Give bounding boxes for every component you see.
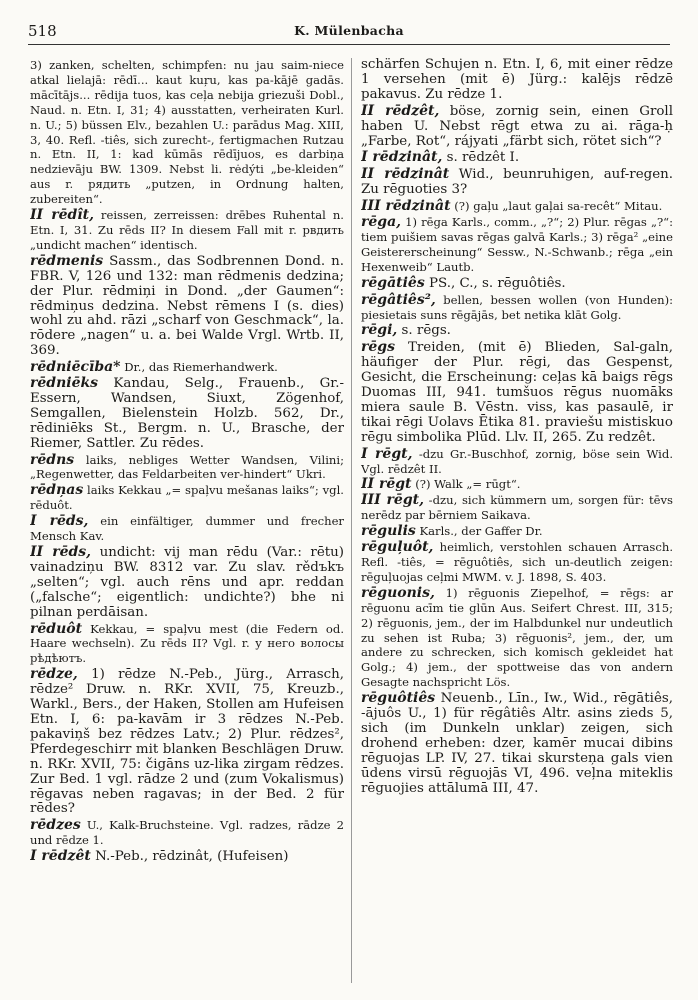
dictionary-entry [361, 691, 673, 796]
entry-headword: rēdniēcība* [30, 359, 121, 376]
entry-headword: rēdmenis [30, 252, 104, 269]
entry-headword: I rēdzinât, [361, 149, 443, 166]
entry-body: (?) Walk „= rūgt“. [415, 477, 521, 492]
dictionary-entry [361, 167, 673, 198]
entry-headword: rēgātiês [361, 274, 425, 291]
entry-body: N.-Peb., rēdzinât, (Hufeisen) [95, 849, 289, 865]
entry-headword: I rēds, [30, 513, 89, 530]
entry-body: 3) zanken, schelten, schimpfen: nu jau saim-niece atkal lielajā: rēdī... kaut kuŗu, kas pa-kājē gadās. mācītājs... rēdija tuos, kas ceļa nebija griezuši Dobl., Naud. n. Etn. I, 31; 4) ausstatten, verheiraten Kurl. n. U.; 5) büssen Elv., bezahlen U.: parādus Mag. XIII, 3, 40. Refl. -tiês, sich zurecht-, fertigmachen Rutzau n. Etn. II, 1: kad kūmās rēdījuos, es darbiņa nedzievāju BW. 1309. Nebst li. rėdýti „be-kleiden“ aus r. рядить „putzen, in Ordnung halten, zubereiten“. [30, 58, 344, 207]
entry-body: laiks, nebliges Wetter Wandsen, Vilini; „Regenwetter, das Feldarbeiten ver-hindert“ Ukri. [30, 452, 344, 482]
dictionary-entry [30, 376, 344, 452]
dictionary-entry [30, 545, 344, 621]
entry-headword: rēdniēks [30, 375, 99, 392]
entry-body: PS., C., s. rēguôtiês. [428, 275, 566, 291]
dictionary-entry [361, 323, 673, 339]
dictionary-entry [30, 622, 344, 667]
entry-body: s. rēdzêt I. [446, 150, 520, 166]
dictionary-entry [361, 276, 673, 292]
entry-headword: rēdze, [30, 666, 78, 683]
dictionary-entry [361, 150, 673, 166]
dictionary-entry [30, 208, 344, 253]
dictionary-entry [30, 360, 344, 375]
entry-headword: rēgâtiês², [361, 291, 436, 308]
dictionary-entry [361, 477, 673, 492]
entry-headword: rēguļuôt, [361, 539, 434, 556]
entry-body: Wid., beunruhigen, auf-regen. Zu rēguoties 3? [361, 167, 673, 198]
entry-headword: rēguôtiês [361, 690, 436, 707]
entry-headword: II rēdzinât [361, 166, 450, 183]
dictionary-entry [30, 849, 344, 865]
entry-body: U., Kalk-Bruchsteine. Vgl. radzes, rādze 2 und rēdze 1. [30, 818, 344, 848]
entry-body: heimlich, verstohlen schauen Arrasch. Refl. -tiês, = rēguôtiês, sich un-deutlich zeigen: rēguļuojas ceļmi MWM. v. J. 1898, S. 403. [361, 540, 673, 584]
entry-body: s. rēgs. [401, 323, 451, 339]
running-title: K. Mülenbacha [294, 23, 404, 38]
dictionary-entry [30, 514, 344, 544]
entry-headword: III rēdzinât [361, 198, 451, 215]
entry-headword: I rēgt, [361, 445, 413, 462]
right-column [361, 58, 673, 983]
dictionary-entry [361, 447, 673, 477]
entry-headword: II rēdzêt, [361, 102, 440, 119]
dictionary-entry [361, 524, 673, 539]
dictionary-entry [30, 818, 344, 848]
dictionary-entry [30, 483, 344, 513]
entry-body: Kandau, Selg., Frauenb., Gr.-Essern, Wandsen, Siuxt, Zögenhof, Semgallen, Bielenstein Holzb. 562, Dr., rēdiniēks St., Bergm. n. U., Brasche, der Riemer, Sattler. Zu rēdes. [30, 376, 344, 451]
entry-body: 1) rēga Karls., comm., „?“; 2) Plur. rēgas „?“: tiem puišiem savas rēgas galvā Karls.; 3) rēga² „eine Geistererscheinung“ Sessw., N.-Schwanb.; rēga „ein Hexenweib“ Lautb. [361, 215, 673, 274]
entry-body: (?) gaļu „laut gaļai sa-recêt“ Mitau. [454, 199, 663, 214]
entry-body: Sassm., das Sodbrennen Dond. n. FBR. V, 126 und 132: man rēdmenis dedzina; der Plur. rēdmiņi in Dond. „der Gaumen“: rēdmiņus dedzina. Nebst rēmens I (s. dies) wohl zu ahd. rāzi „scharf von Geschmack“, la. rōdere „nagen“ u. a. bei Walde Vrgl. Wrtb. II, 369. [30, 253, 344, 359]
dictionary-entry [30, 667, 344, 817]
entry-headword: rēgulis [361, 523, 416, 540]
entry-body: ein einfältiger, dummer und frecher Mensch Kav. [30, 514, 344, 544]
page-header [28, 22, 670, 45]
entry-headword: rēga, [361, 214, 402, 231]
column-divider [351, 58, 352, 983]
entry-body: 1) rēguonis Ziepelhof, = rēgs: ar rēguonu acīm tie glūn Aus. Seifert Chrest. III, 315; 2) rēguonis, jem., der im Halbdunkel nur undeutlich zu sehen ist Ruba; 3) rēguonis², jem., der, um andere zu schrecken, sich komisch gekleidet hat Golg.; 4) jem., der spottweise das von andern Gesagte nachspricht Lös. [361, 585, 673, 690]
dictionary-entry [361, 104, 673, 150]
entry-headword: rēdzes [30, 817, 81, 834]
entry-headword: III rēgt, [361, 492, 424, 509]
entry-body: -dzu Gr.-Buschhof, zornig, böse sein Wid. Vgl. rēdzêt II. [361, 446, 673, 476]
entry-body: Dr., das Riemerhandwerk. [124, 360, 278, 375]
left-column [30, 58, 344, 983]
entry-headword: rēgi, [361, 322, 398, 339]
entry-body: -dzu, sich kümmern um, sorgen für: tēvs nerēdz par bērniem Saikava. [361, 493, 673, 523]
entry-body: bellen, bessen wollen (von Hunden): piesietais suns rēgājās, bet netika klāt Golg. [361, 292, 673, 322]
entry-body: 1) rēdze N.-Peb., Jürg., Arrasch, rēdze² Druw. n. RKr. XVII, 75, Kreuzb., Warkl., Bers., der Haken, Stollen am Hufeisen Etn. I, 6: pa-kavām ir 3 rēdzes N.-Peb. pakaviņš bez rēdzes Latv.; 2) Plur. rēdzes², Pferdegeschirr mit blanken Beschlägen Druw. n. RKr. XVII, 75: čigāns uz-lika zirgam rēdzes. Zur Bed. 1 vgl. rādze 2 und (zum Vokalismus) rēgavas neben ragavas; in der Bed. 2 für rēdes? [30, 667, 344, 817]
entry-body: laiks Kekkau „= spaļvu mešanas laiks“; vgl. rēduôt. [30, 483, 344, 513]
entry-body: Kekkau, = spaļvu mest (die Federn od. Haare wechseln). Zu rēds II? Vgl. r. у него волосы рѣдѣютъ. [30, 621, 344, 666]
dictionary-entry [361, 586, 673, 690]
entry-headword: II rēgt [361, 476, 412, 493]
dictionary-entry [30, 58, 344, 207]
dictionary-entry [361, 493, 673, 523]
entry-headword: II rēds, [30, 544, 92, 560]
dictionary-entry [361, 340, 673, 445]
entry-headword: I rēdzêt [30, 848, 91, 865]
dictionary-entry [361, 58, 673, 103]
dictionary-entry [361, 540, 673, 585]
entry-headword: rēdņas [30, 482, 84, 499]
entry-headword: rēgs [361, 339, 395, 356]
entry-body: Treiden, (mit ē) Blieden, Sal-galn, häufiger der Plur. rēgi, das Gespenst, Gesicht, die Erscheinung: ceļas kā baigs rēgs Duomas III, 941. tumšuos rēgus nuomāks miera saule B. Vēstn. viss, kas pasaulē, ir tikai rēgi Uolavs Ētika 81. praviešu mistiskuo rēgu simbolika Plūd. Llv. II, 265. Zu redzêt. [361, 340, 673, 445]
entry-body: Karls., der Gaffer Dr. [419, 524, 543, 539]
entry-body: schärfen Schujen n. Etn. I, 6, mit einer rēdze 1 versehen (mit ē) Jürg.: kalējs rēdzē pakavus. Zu rēdze 1. [361, 58, 673, 102]
dictionary-entry [30, 453, 344, 483]
entry-headword: II rēdît, [30, 207, 94, 224]
entry-body: Neuenb., Līn., Iw., Wid., rēgātiês, -ājuôs U., 1) für rēgâtiês Altr. asins zieds 5, sich (im Dunkeln unklar) zeigen, sich drohend erheben: dzer, kamēr mucai dibins rēguojas LP. IV, 27. tikai skursteņa gals vien ūdens virsū rēguojās VI, 496. veļna miteklis rēguojies attālumā III, 47. [361, 691, 673, 796]
entry-body: undicht: vij man rēdu (Var.: rētu) vainadziņu BW. 8312 var. Zu slav. rědъkъ „selten“; vgl. auch rēns und apr. reddan („falsche“; eigentlich: undichte?) bhe ni pilnan perdāisan. [30, 545, 344, 620]
entry-headword: rēguonis, [361, 584, 435, 601]
dictionary-entry [361, 215, 673, 275]
entry-headword: rēdns [30, 451, 75, 468]
dictionary-entry [30, 254, 344, 359]
entry-headword: rēduôt [30, 620, 83, 637]
dictionary-entry [361, 199, 673, 214]
page-number: 518 [28, 22, 57, 40]
dictionary-entry [361, 293, 673, 323]
entry-body: reissen, zerreissen: drēbes Ruhental n. Etn. I, 31. Zu rēds II? In diesem Fall mit r. рвдить „undicht machen“ identisch. [30, 208, 344, 252]
entry-body: böse, zornig sein, einen Groll haben U. Nebst rēgt etwa zu ai. rāga-ḥ „Farbe, Rot“, rájyati „färbt sich, rötet sich“? [361, 103, 673, 149]
